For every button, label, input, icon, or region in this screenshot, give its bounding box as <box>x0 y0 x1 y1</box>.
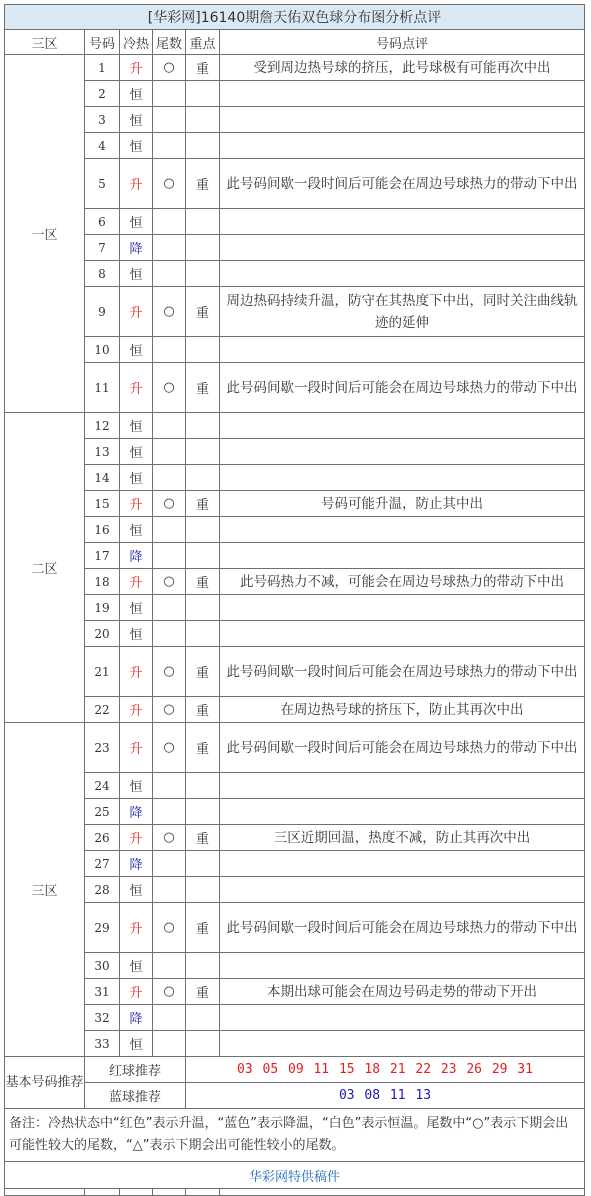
trend-cell: 恒 <box>120 773 153 799</box>
key-cell: 重 <box>186 723 220 773</box>
comment-cell <box>220 337 585 363</box>
number-cell: 1 <box>85 55 120 81</box>
number-cell: 31 <box>85 979 120 1005</box>
comment-cell: 本期出球可能会在周边号码走势的带动下开出 <box>220 979 585 1005</box>
trend-cell: 恒 <box>120 133 153 159</box>
number-cell: 28 <box>85 877 120 903</box>
trend-cell: 恒 <box>120 261 153 287</box>
comment-cell <box>220 621 585 647</box>
key-cell <box>186 235 220 261</box>
key-cell <box>186 953 220 979</box>
tail-cell <box>153 773 186 799</box>
trend-cell: 降 <box>120 543 153 569</box>
tail-cell <box>153 261 186 287</box>
trend-cell: 恒 <box>120 517 153 543</box>
tail-cell <box>153 209 186 235</box>
trend-cell: 恒 <box>120 439 153 465</box>
comment-cell: 在周边热号球的挤压下，防止其再次中出 <box>220 697 585 723</box>
key-cell <box>186 621 220 647</box>
tail-cell: ○ <box>153 697 186 723</box>
number-cell: 5 <box>85 159 120 209</box>
red-ball-numbers: 03 05 09 11 15 18 21 22 23 26 29 31 <box>186 1057 585 1083</box>
key-cell <box>186 543 220 569</box>
table-row <box>5 773 585 799</box>
table-row <box>5 903 585 953</box>
trend-cell: 降 <box>120 851 153 877</box>
tail-cell <box>153 465 186 491</box>
comment-cell <box>220 81 585 107</box>
key-cell: 重 <box>186 159 220 209</box>
table-row <box>5 877 585 903</box>
empty-cell <box>85 1189 120 1196</box>
blue-ball-numbers: 03 08 11 13 <box>186 1083 585 1109</box>
trend-cell: 恒 <box>120 621 153 647</box>
key-cell <box>186 799 220 825</box>
key-cell <box>186 209 220 235</box>
comment-cell <box>220 235 585 261</box>
trend-cell: 降 <box>120 1005 153 1031</box>
blue-ball-label: 蓝球推荐 <box>85 1083 186 1109</box>
comment-cell <box>220 209 585 235</box>
tail-cell: ○ <box>153 825 186 851</box>
key-cell <box>186 413 220 439</box>
key-cell <box>186 439 220 465</box>
comment-cell <box>220 1005 585 1031</box>
comment-cell <box>220 439 585 465</box>
trend-cell: 升 <box>120 723 153 773</box>
tail-cell <box>153 517 186 543</box>
key-cell <box>186 1005 220 1031</box>
number-cell: 21 <box>85 647 120 697</box>
red-ball-label: 红球推荐 <box>85 1057 186 1083</box>
number-cell: 29 <box>85 903 120 953</box>
number-cell: 33 <box>85 1031 120 1057</box>
number-cell: 2 <box>85 81 120 107</box>
number-cell: 15 <box>85 491 120 517</box>
trend-cell: 恒 <box>120 413 153 439</box>
tail-cell <box>153 877 186 903</box>
footer-row <box>5 1162 585 1189</box>
tail-cell: ○ <box>153 723 186 773</box>
trend-cell: 恒 <box>120 595 153 621</box>
key-cell <box>186 1031 220 1057</box>
number-cell: 3 <box>85 107 120 133</box>
key-cell <box>186 517 220 543</box>
trend-cell: 恒 <box>120 107 153 133</box>
number-cell: 24 <box>85 773 120 799</box>
number-cell: 19 <box>85 595 120 621</box>
trailing-row <box>5 1189 585 1196</box>
tail-cell: ○ <box>153 647 186 697</box>
number-cell: 22 <box>85 697 120 723</box>
number-cell: 10 <box>85 337 120 363</box>
trend-cell: 升 <box>120 363 153 413</box>
zone-label: 二区 <box>5 413 85 723</box>
table-row <box>5 1031 585 1057</box>
number-cell: 4 <box>85 133 120 159</box>
table-row <box>5 81 585 107</box>
tail-cell <box>153 337 186 363</box>
key-cell <box>186 133 220 159</box>
key-cell: 重 <box>186 697 220 723</box>
comment-cell <box>220 799 585 825</box>
empty-cell <box>220 1189 585 1196</box>
table-row <box>5 647 585 697</box>
table-row <box>5 55 585 81</box>
number-cell: 26 <box>85 825 120 851</box>
table-row <box>5 287 585 337</box>
number-cell: 18 <box>85 569 120 595</box>
comment-cell <box>220 107 585 133</box>
trend-cell: 升 <box>120 55 153 81</box>
key-cell <box>186 107 220 133</box>
number-cell: 8 <box>85 261 120 287</box>
comment-cell: 此号码间歇一段时间后可能会在周边号球热力的带动下中出 <box>220 363 585 413</box>
table-row <box>5 491 585 517</box>
number-cell: 20 <box>85 621 120 647</box>
number-cell: 27 <box>85 851 120 877</box>
zone-label: 一区 <box>5 55 85 413</box>
trend-cell: 恒 <box>120 337 153 363</box>
trend-cell: 恒 <box>120 465 153 491</box>
key-cell: 重 <box>186 55 220 81</box>
comment-cell <box>220 413 585 439</box>
comment-cell <box>220 543 585 569</box>
key-cell <box>186 465 220 491</box>
note-row <box>5 1109 585 1162</box>
header-row <box>5 30 585 55</box>
key-cell: 重 <box>186 287 220 337</box>
comment-cell <box>220 851 585 877</box>
tail-cell <box>153 953 186 979</box>
key-cell <box>186 851 220 877</box>
recommend-row-red <box>5 1057 585 1083</box>
table-row <box>5 569 585 595</box>
tail-cell: ○ <box>153 979 186 1005</box>
trend-cell: 升 <box>120 825 153 851</box>
tail-cell <box>153 595 186 621</box>
tail-cell <box>153 543 186 569</box>
key-cell <box>186 337 220 363</box>
key-cell: 重 <box>186 647 220 697</box>
tail-cell: ○ <box>153 287 186 337</box>
tail-cell: ○ <box>153 903 186 953</box>
number-cell: 30 <box>85 953 120 979</box>
key-cell: 重 <box>186 569 220 595</box>
trend-cell: 升 <box>120 491 153 517</box>
tail-cell: ○ <box>153 363 186 413</box>
trend-cell: 升 <box>120 979 153 1005</box>
table-row <box>5 107 585 133</box>
trend-cell: 降 <box>120 799 153 825</box>
table-row <box>5 413 585 439</box>
key-cell: 重 <box>186 363 220 413</box>
key-cell <box>186 81 220 107</box>
tail-cell <box>153 81 186 107</box>
empty-cell <box>120 1189 153 1196</box>
key-cell <box>186 261 220 287</box>
trend-cell: 恒 <box>120 953 153 979</box>
trend-cell: 升 <box>120 697 153 723</box>
comment-cell <box>220 261 585 287</box>
trend-cell: 升 <box>120 903 153 953</box>
recommend-row-blue <box>5 1083 585 1109</box>
empty-cell <box>5 1189 85 1196</box>
key-cell: 重 <box>186 491 220 517</box>
header-tail: 尾数 <box>153 30 186 55</box>
comment-cell <box>220 953 585 979</box>
header-zone: 三区 <box>5 30 85 55</box>
table-row <box>5 851 585 877</box>
table-row <box>5 235 585 261</box>
key-cell <box>186 877 220 903</box>
trend-cell: 升 <box>120 569 153 595</box>
table-row <box>5 979 585 1005</box>
comment-cell: 号码可能升温，防止其中出 <box>220 491 585 517</box>
number-cell: 6 <box>85 209 120 235</box>
table-row <box>5 825 585 851</box>
tail-cell: ○ <box>153 55 186 81</box>
tail-cell <box>153 235 186 261</box>
tail-cell: ○ <box>153 159 186 209</box>
header-trend: 冷热 <box>120 30 153 55</box>
key-cell: 重 <box>186 903 220 953</box>
tail-cell <box>153 1005 186 1031</box>
table-row <box>5 133 585 159</box>
key-cell: 重 <box>186 825 220 851</box>
tail-cell <box>153 621 186 647</box>
table-row <box>5 953 585 979</box>
number-cell: 7 <box>85 235 120 261</box>
footer-credit <box>5 1162 585 1189</box>
number-cell: 25 <box>85 799 120 825</box>
key-cell: 重 <box>186 979 220 1005</box>
tail-cell <box>153 851 186 877</box>
table-row <box>5 697 585 723</box>
comment-cell: 周边热码持续升温，防守在其热度下中出，同时关注曲线轨迹的延伸 <box>220 287 585 337</box>
page-title: [华彩网]16140期詹天佑双色球分布图分析点评 <box>5 5 585 30</box>
empty-cell <box>186 1189 220 1196</box>
empty-cell <box>153 1189 186 1196</box>
header-comment: 号码点评 <box>220 30 585 55</box>
comment-cell: 此号码间歇一段时间后可能会在周边号球热力的带动下中出 <box>220 647 585 697</box>
comment-cell <box>220 133 585 159</box>
table-row <box>5 261 585 287</box>
table-row <box>5 159 585 209</box>
trend-cell: 升 <box>120 287 153 337</box>
table-row <box>5 723 585 773</box>
number-cell: 17 <box>85 543 120 569</box>
trend-cell: 恒 <box>120 877 153 903</box>
table-row <box>5 209 585 235</box>
brand-link[interactable]: 华彩网 <box>248 1169 288 1185</box>
comment-cell <box>220 595 585 621</box>
header-number: 号码 <box>85 30 120 55</box>
footer-text: 特供稿件 <box>288 1169 341 1185</box>
comment-cell: 此号码间歇一段时间后可能会在周边号球热力的带动下中出 <box>220 903 585 953</box>
key-cell <box>186 773 220 799</box>
comment-cell <box>220 465 585 491</box>
tail-cell: ○ <box>153 569 186 595</box>
tail-cell <box>153 107 186 133</box>
comment-cell <box>220 773 585 799</box>
trend-cell: 恒 <box>120 209 153 235</box>
table-row <box>5 363 585 413</box>
number-cell: 12 <box>85 413 120 439</box>
tail-cell: ○ <box>153 491 186 517</box>
comment-cell: 三区近期回温，热度不减，防止其再次中出 <box>220 825 585 851</box>
zone-label: 三区 <box>5 723 85 1057</box>
trend-cell: 升 <box>120 647 153 697</box>
table-row <box>5 465 585 491</box>
comment-cell <box>220 517 585 543</box>
trend-cell: 恒 <box>120 1031 153 1057</box>
trend-cell: 降 <box>120 235 153 261</box>
table-row <box>5 1005 585 1031</box>
tail-cell <box>153 1031 186 1057</box>
tail-cell <box>153 413 186 439</box>
table-row <box>5 439 585 465</box>
header-key: 重点 <box>186 30 220 55</box>
note-text: 备注：冷热状态中“红色”表示升温，“蓝色”表示降温，“白色”表示恒温。尾数中“○”表示下期会出可能性较大的尾数，“△”表示下期会出可能性较小的尾数。 <box>5 1109 585 1162</box>
comment-cell <box>220 1031 585 1057</box>
tail-cell <box>153 799 186 825</box>
table-row <box>5 595 585 621</box>
trend-cell: 升 <box>120 159 153 209</box>
number-cell: 9 <box>85 287 120 337</box>
number-cell: 23 <box>85 723 120 773</box>
tail-cell <box>153 133 186 159</box>
comment-cell <box>220 877 585 903</box>
trend-cell: 恒 <box>120 81 153 107</box>
analysis-table <box>4 4 585 1196</box>
table-row <box>5 799 585 825</box>
table-row <box>5 543 585 569</box>
comment-cell: 此号码间歇一段时间后可能会在周边号球热力的带动下中出 <box>220 159 585 209</box>
tail-cell <box>153 439 186 465</box>
comment-cell: 受到周边热号球的挤压，此号球极有可能再次中出 <box>220 55 585 81</box>
number-cell: 13 <box>85 439 120 465</box>
table-row <box>5 621 585 647</box>
number-cell: 32 <box>85 1005 120 1031</box>
table-row <box>5 337 585 363</box>
number-cell: 11 <box>85 363 120 413</box>
number-cell: 16 <box>85 517 120 543</box>
key-cell <box>186 595 220 621</box>
recommend-label: 基本号码推荐 <box>5 1057 85 1109</box>
comment-cell: 此号码热力不减，可能会在周边号球热力的带动下中出 <box>220 569 585 595</box>
number-cell: 14 <box>85 465 120 491</box>
comment-cell: 此号码间歇一段时间后可能会在周边号球热力的带动下中出 <box>220 723 585 773</box>
table-row <box>5 517 585 543</box>
